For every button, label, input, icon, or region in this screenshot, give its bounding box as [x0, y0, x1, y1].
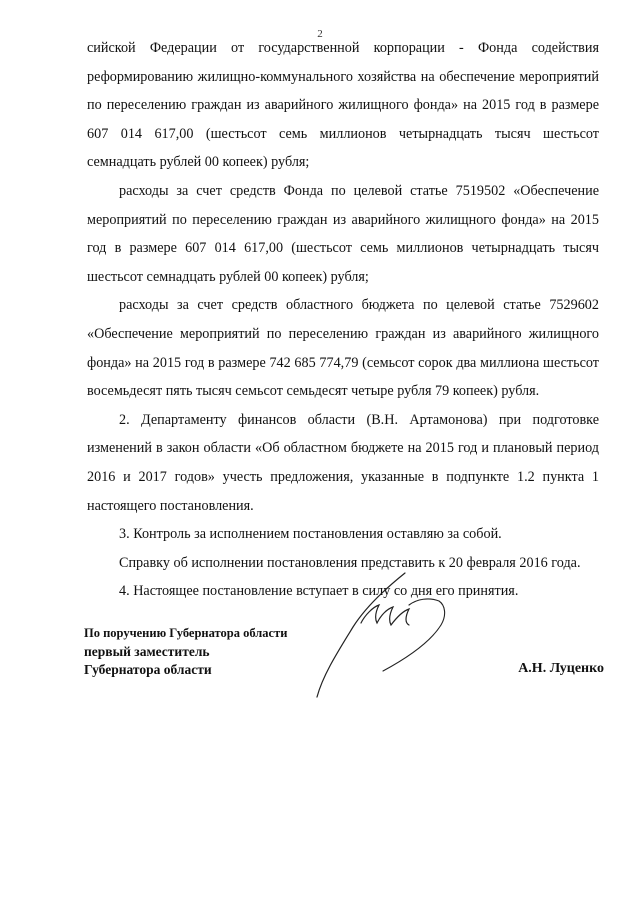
paragraph-regional-budget-expenses: расходы за счет средств областного бюджета по целевой статье 7529602 «Обеспечение мероприятий по переселению граждан из аварийного жилищного фонда» на 2015 год в размере 742 685 774,79 (семьсот сорок два миллиона шестьсот восемьдесят пять тысяч семьсот семьдесят четыре рубля 79 копеек) рубля. [87, 297, 599, 400]
paragraph-report-deadline: Справку об исполнении постановления представить к 20 февраля 2016 года. [119, 554, 581, 571]
signatory-name: А.Н. Луценко [518, 661, 604, 676]
paragraph-fund-expenses: расходы за счет средств Фонда по целевой статье 7519502 «Обеспечение мероприятий по переселению граждан из аварийного жилищного фонда» на 2015 год в размере 607 014 617,00 (шестьсот семь миллионов четырнадцать тысяч шестьсот семнадцать рублей 00 копеек) рубля; [87, 182, 599, 285]
signature-position: первый заместитель [84, 644, 210, 659]
paragraph-item-4: 4. Настоящее постановление вступает в силу со дня его принятия. [119, 583, 519, 600]
document-body [87, 34, 599, 606]
signature-block [84, 612, 604, 722]
page-number: 2 [317, 28, 323, 40]
signature-position-title: Губернатора области [84, 662, 212, 677]
paragraph-continuation: сийской Федерации от государственной корпорации - Фонда содействия реформированию жилищно-коммунального хозяйства на обеспечение мероприятий по переселению граждан из аварийного жилищного фонда» на 2015 год в размере 607 014 617,00 (шестьсот семь миллионов четырнадцать тысяч шестьсот семнадцать рублей 00 копеек) рубля; [87, 40, 599, 171]
paragraph-item-2: 2. Департаменту финансов области (В.Н. Артамонова) при подготовке изменений в закон области «Об областном бюджете на 2015 год и плановый период 2016 и 2017 годов» учесть предложения, указанные в подпункте 1.2 пункта 1 настоящего постановления. [87, 411, 599, 514]
signature-authority: По поручению Губернатора области [84, 626, 288, 640]
paragraph-item-3: 3. Контроль за исполнением постановления оставляю за собой. [119, 526, 502, 543]
